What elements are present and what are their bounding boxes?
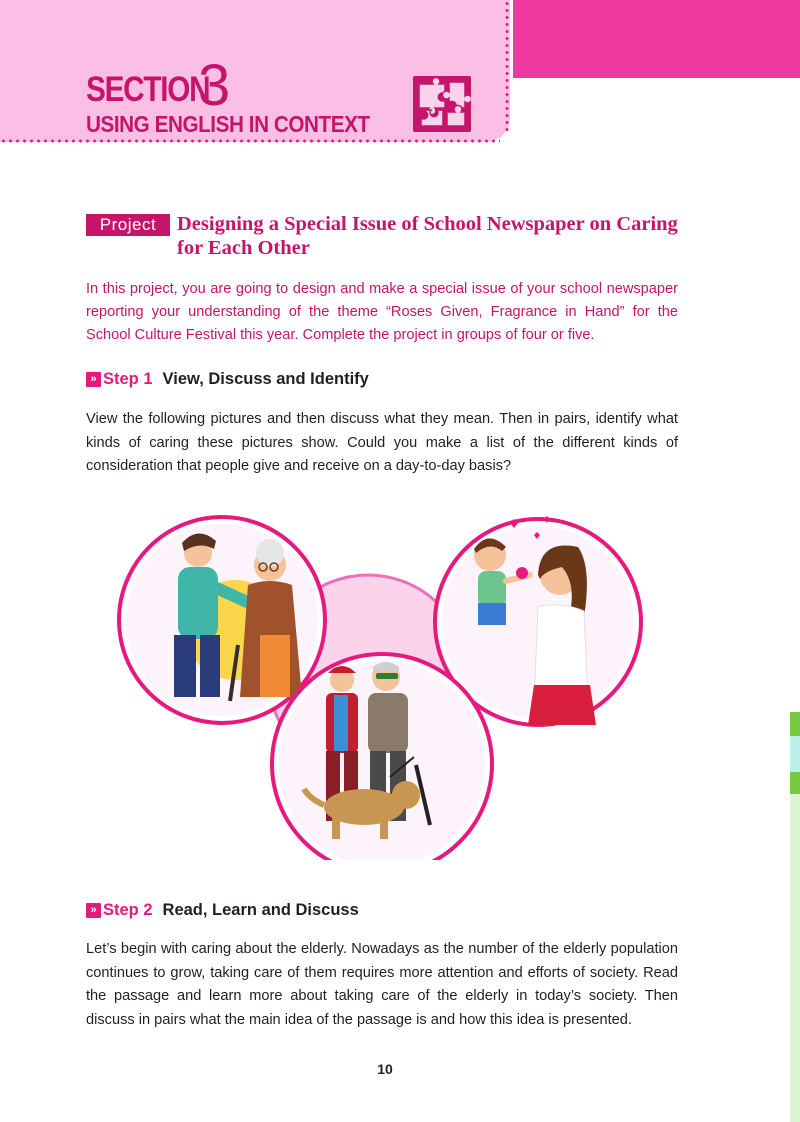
step1-text: View the following pictures and then discuss what they mean. Then in pairs, identify what kinds of caring these pictures show. Could you make a list of the different kinds of consideration that people give and receive on a day-to-day basis? — [86, 411, 678, 474]
edge-tab — [790, 772, 800, 794]
step2-title: Read, Learn and Discuss — [162, 900, 359, 919]
edge-tab — [790, 736, 800, 772]
page-number: 10 — [377, 1061, 393, 1077]
illustration-guide-dog — [272, 654, 492, 860]
section-number: 3 — [198, 53, 231, 118]
header-corner-block — [513, 0, 800, 78]
double-chevron-icon: » — [86, 903, 101, 918]
step2-label: Step 2 — [103, 900, 153, 919]
project-title: Designing a Special Issue of School Newspaper on Caring for Each Other — [177, 213, 678, 259]
header-dotted-border-right — [505, 0, 509, 132]
project-badge: Project — [86, 214, 170, 236]
caring-illustration — [110, 515, 650, 860]
header-dotted-border — [0, 139, 500, 143]
step1-title: View, Discuss and Identify — [162, 369, 369, 388]
illustration-helping-elderly-woman — [119, 517, 325, 723]
section-subtitle: USING ENGLISH IN CONTEXT — [86, 111, 370, 137]
edge-tab — [790, 794, 800, 1122]
step2-heading — [86, 899, 359, 921]
double-chevron-icon: » — [86, 372, 101, 387]
step2-text: Let’s begin with caring about the elderly. Nowadays as the number of the elderly population continues to grow, taking care of them requires more attention and efforts of society. Read the passage and learn more about taking care of the elderly in today’s society. Then discuss in pairs what the main idea of the passage is and how this idea is presented. — [86, 941, 678, 1028]
section-label: SECTION — [86, 70, 210, 109]
puzzle-icon — [413, 76, 471, 132]
step1-label: Step 1 — [103, 369, 153, 388]
step1-heading — [86, 368, 369, 390]
project-intro: In this project, you are going to design and make a special issue of your school newspaper reporting your understanding of the theme “Roses Given, Fragrance in Hand” for the School Culture Festival this year. Complete the project in groups of four or five. — [86, 281, 678, 343]
edge-tab — [790, 712, 800, 736]
